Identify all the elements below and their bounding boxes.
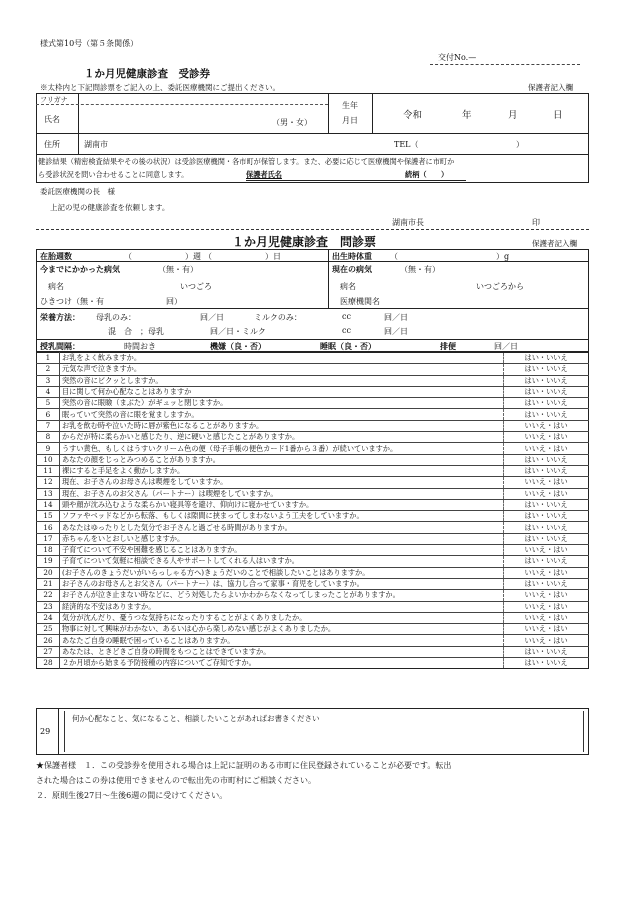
question-answer-choice[interactable]: いいえ・はい [504,545,589,556]
guardian-name-label[interactable]: 保護者氏名 [246,170,282,179]
gestation-label: 在胎週数 [40,251,72,261]
question-row [37,454,589,465]
consent-text-2: ら受診状況を問い合わせることに同意します。 [38,170,189,179]
question-text: ソファやベッドなどから転落、もしくは隙間に挟まってしまわないよう工夫をしていますか。 [59,511,503,522]
question-answer-choice[interactable]: いいえ・はい [504,443,589,454]
question-text: 裸にすると手足をよく動かしますか。 [59,465,503,476]
question-number: 18 [37,545,60,556]
mood-field[interactable]: 機嫌（良・否） [210,341,266,351]
question-answer-choice[interactable]: いいえ・はい [504,432,589,443]
question-row [37,624,589,635]
question-text: 子育てについて不安や困難を感じることはありますか。 [59,545,503,556]
question-number: 23 [37,601,60,612]
day-label: 日 [553,110,563,121]
question-text: ２か月頃から始まる予防接種の内容についてご存知ですか。 [59,658,503,669]
question-answer-choice[interactable]: はい・いいえ [504,658,589,669]
question-answer-choice[interactable]: いいえ・はい [504,477,589,488]
question-row [37,420,589,431]
question-number: 14 [37,499,60,510]
question-number: 26 [37,635,60,646]
question-number: 9 [37,443,60,454]
past-when[interactable]: いつごろ [180,282,212,291]
question-text: 目に関して何か心配なことはありますか [59,386,503,397]
question-answer-choice[interactable]: はい・いいえ [504,499,589,510]
question-row [37,353,589,364]
weight-paren: （ [390,252,398,261]
gestation-paren: （ [124,252,132,261]
question-text: うすい黄色、もしくはうすいクリーム色の便（母子手帳の便色カード1番から３番）が続いていますか。 [59,443,503,454]
question-text: 経済的な不安はありますか。 [59,601,503,612]
feeding-interval-label: 授乳間隔： [40,341,80,351]
feeding-hourly[interactable]: 時間おき [124,342,156,351]
question-answer-choice[interactable]: はい・いいえ [504,375,589,386]
question-row [37,364,589,375]
voucher-title: １か月児健康診査 受診券 [84,68,210,80]
name-label: 氏名 [44,115,60,124]
question-number: 2 [37,364,60,375]
q29-prompt: 何か心配なこと、気になること、相談したいことがあればお書きください [72,714,320,723]
weeks-label[interactable]: ）週 [185,252,201,261]
question-row [37,465,589,476]
question-number: 12 [37,477,60,488]
days-label[interactable]: ）日 [265,252,281,261]
footer-note-3: ２．原則生後27日～生後6週の間に受けてください。 [36,791,228,800]
question-number: 11 [37,465,60,476]
question-number: 5 [37,398,60,409]
question-row [37,398,589,409]
breast-only-label: 母乳のみ： [96,313,136,322]
question-text: 突然の音に眼瞼（まぶた）がギュッと閉じますか。 [59,398,503,409]
question-text: お乳を飲む時や泣いた時に唇が紫色になることがありますか。 [59,420,503,431]
question-answer-choice[interactable]: はい・いいえ [504,364,589,375]
question-number: 4 [37,386,60,397]
mixed-per-day-milk[interactable]: 回／日・ミルク [210,327,266,336]
question-answer-choice[interactable]: いいえ・はい [504,567,589,578]
question-row [37,488,589,499]
question-number: 28 [37,658,60,669]
question-row [37,477,589,488]
question-text: 現在、お子さんのお父さん（パートナー）は喫煙をしていますか。 [59,488,503,499]
tel-label[interactable]: TEL（ [394,140,419,149]
question-row [37,375,589,386]
question-row [37,386,589,397]
question-number: 19 [37,556,60,567]
question-text: からだが特に柔らかいと感じたり、逆に硬いと感じたことがありますか。 [59,432,503,443]
milk-per-day[interactable]: 回／日 [384,313,408,322]
question-number: 21 [37,578,60,589]
seal-label: 印 [532,218,540,227]
breast-per-day[interactable]: 回／日 [200,313,224,322]
past-disease-name[interactable]: 病名 [48,282,64,291]
question-row [37,578,589,589]
request-text: 上記の児の健康診査を依頼します。 [50,203,170,212]
question-number: 27 [37,646,60,657]
stool-unit[interactable]: 回／日 [494,342,518,351]
current-disease-name[interactable]: 病名 [340,282,356,291]
question-text: お子さんのお母さんとお父さん（パートナー）は、協力し合って家事・育児をしていますか。 [59,578,503,589]
stool-label: 排便 [440,341,456,351]
question-answer-choice[interactable]: いいえ・はい [504,635,589,646]
question-text: (お子さんのきょうだいがいらっしゃる方へ)きょうだいのことで相談したいことはありますか。 [59,567,503,578]
question-text: あなたご自身の睡眠で困っていることはありますか。 [59,635,503,646]
birth-label-2: 月日 [342,116,358,125]
question-answer-choice[interactable]: はい・いいえ [504,353,589,364]
question-number: 1 [37,353,60,364]
question-text: あなたは、ときどきご自身の時間をもつことはできていますか。 [59,646,503,657]
question-text: 現在、お子さんのお母さんは喫煙をしていますか。 [59,477,503,488]
question-row [37,612,589,623]
question-row [37,443,589,454]
past-illness-yesno[interactable]: （無・有） [158,265,198,274]
question-answer-choice[interactable]: はい・いいえ [504,522,589,533]
q-guardian-note: 保護者記入欄 [532,239,577,248]
question-answer-choice[interactable]: はい・いいえ [504,556,589,567]
question-number: 22 [37,590,60,601]
sleep-field[interactable]: 睡眠（良・否） [320,341,376,351]
tel-close: ） [516,140,524,149]
question-number: 24 [37,612,60,623]
question-answer-choice[interactable]: はい・いいえ [504,578,589,589]
to-institution: 委託医療機関の長 様 [40,187,115,196]
form-number: 様式第10号（第５条関係） [40,39,139,48]
convulsion-times: 回） [166,297,182,306]
question-answer-choice[interactable]: いいえ・はい [504,612,589,623]
question-text: 物事に対して興味がわかない、あるいは心から楽しめない感じがよくありましたか。 [59,624,503,635]
question-row [37,658,589,669]
question-number: 8 [37,432,60,443]
footer-note-1: ★保護者様 １．この受診券を使用される場合は上記に証明のある市町に住民登録されていることが必要です。転出 [36,761,452,770]
question-row [37,635,589,646]
question-text: 赤ちゃんをいとおしいと感じますか。 [59,533,503,544]
current-illness-yesno[interactable]: （無・有） [400,265,440,274]
question-answer-choice[interactable]: はい・いいえ [504,511,589,522]
question-number: 13 [37,488,60,499]
question-text: あなたの顔をじっとみつめることがありますか。 [59,454,503,465]
past-illness-label: 今までにかかった病気 [40,264,120,274]
clinic-label[interactable]: 医療機関名 [340,297,380,306]
question-answer-choice[interactable]: はい・いいえ [504,398,589,409]
question-row [37,499,589,510]
convulsion-label[interactable]: ひきつけ（無・有 [40,297,104,306]
address-value[interactable]: 湖南市 [84,140,108,149]
footer-note-2: された場合はこの券は使用できませんので転出先の市町村にご相談ください。 [36,776,316,785]
question-text: 元気な声で泣きますか。 [59,364,503,375]
question-number: 20 [37,567,60,578]
question-answer-choice[interactable]: いいえ・はい [504,488,589,499]
nutrition-label: 栄養方法： [40,312,80,322]
question-answer-choice[interactable]: はい・いいえ [504,465,589,476]
question-number: 6 [37,409,60,420]
question-number: 17 [37,533,60,544]
question-answer-choice[interactable]: いいえ・はい [504,420,589,431]
question-number: 3 [37,375,60,386]
question-text: お乳をよく飲みますか。 [61,353,142,363]
consent-text-1: 健診結果（精密検査結果やその後の状況）は受診医療機関・各市町が保管します。また、必要に応じて医療機関や保護者に市町か [38,157,455,166]
question-row [37,590,589,601]
mixed-cc[interactable]: cc [342,326,351,335]
question-answer-choice[interactable]: はい・いいえ [504,409,589,420]
question-text: 気分が沈んだり、憂うつな気持ちになったりすることがよくありましたか。 [59,612,503,623]
voucher-instruction: ※太枠内と下記問診票をご記入の上、委託医療機関にご提出ください。 [40,83,280,92]
question-number: 10 [37,454,60,465]
question-number: 7 [37,420,60,431]
question-row [37,556,589,567]
question-answer-choice[interactable]: いいえ・はい [504,624,589,635]
question-row [37,533,589,544]
receipt-number: 交付No.— [438,53,477,62]
mixed-label: 混 合 ；母乳 [108,327,164,336]
birth-weight-label: 出生時体重 [332,251,372,261]
mixed-per-day[interactable]: 回／日 [384,327,408,336]
furigana-label: フリガナ [40,96,68,104]
relation-label[interactable]: 続柄（ ） [405,170,449,179]
question-row [37,409,589,420]
era-label: 令和 [403,110,423,121]
question-answer-choice[interactable]: いいえ・はい [504,590,589,601]
guardian-note: 保護者記入欄 [528,83,573,92]
question-row [37,646,589,657]
question-text: あなたはゆったりとした気分でお子さんと過ごせる時間がありますか。 [59,522,503,533]
gestation-paren-2: （ [204,252,212,261]
question-number: 15 [37,511,60,522]
question-text: 子育てについて気軽に相談できる人やサポートしてくれる人はいますか。 [59,556,503,567]
question-answer-choice[interactable]: はい・いいえ [504,454,589,465]
question-answer-choice[interactable]: いいえ・はい [504,601,589,612]
question-text: お子さんが泣き止まない時などに、どう対処したらよいかわからなくなってしまったことがありますか。 [59,590,503,601]
question-text: 頭や顔が沈み込むような柔らかい寝具等を避け、仰向けに寝かせていますか。 [59,499,503,510]
sex-label[interactable]: （男・女） [272,118,312,127]
address-label: 住所 [44,140,60,149]
month-label: 月 [508,110,518,121]
q29-number: 29 [40,727,51,736]
year-label: 年 [462,110,472,121]
milk-cc[interactable]: cc [342,312,351,321]
question-row [37,567,589,578]
current-illness-label: 現在の病気 [332,264,372,274]
question-number: 16 [37,522,60,533]
question-answer-choice[interactable]: はい・いいえ [504,646,589,657]
question-text: 眠っていて突然の音に眼を覚ましますか。 [59,409,503,420]
question-text: 突然の音にビクッとしますか。 [59,375,503,386]
milk-only-label: ミルクのみ： [254,313,302,322]
questionnaire-title: １か月児健康診査 問診票 [232,235,377,249]
question-row [37,511,589,522]
question-table [36,352,589,669]
question-answer-choice[interactable]: はい・いいえ [504,386,589,397]
question-answer-choice[interactable]: はい・いいえ [504,533,589,544]
question-row [37,545,589,556]
birth-label-1: 生年 [342,101,358,110]
question-row [37,432,589,443]
weight-unit[interactable]: ）g [496,252,510,261]
question-number: 25 [37,624,60,635]
mayor-label: 湖南市長 [392,218,424,227]
current-when-from[interactable]: いつごろから [476,282,524,291]
question-row [37,601,589,612]
question-row [37,522,589,533]
voucher-box [36,93,589,155]
